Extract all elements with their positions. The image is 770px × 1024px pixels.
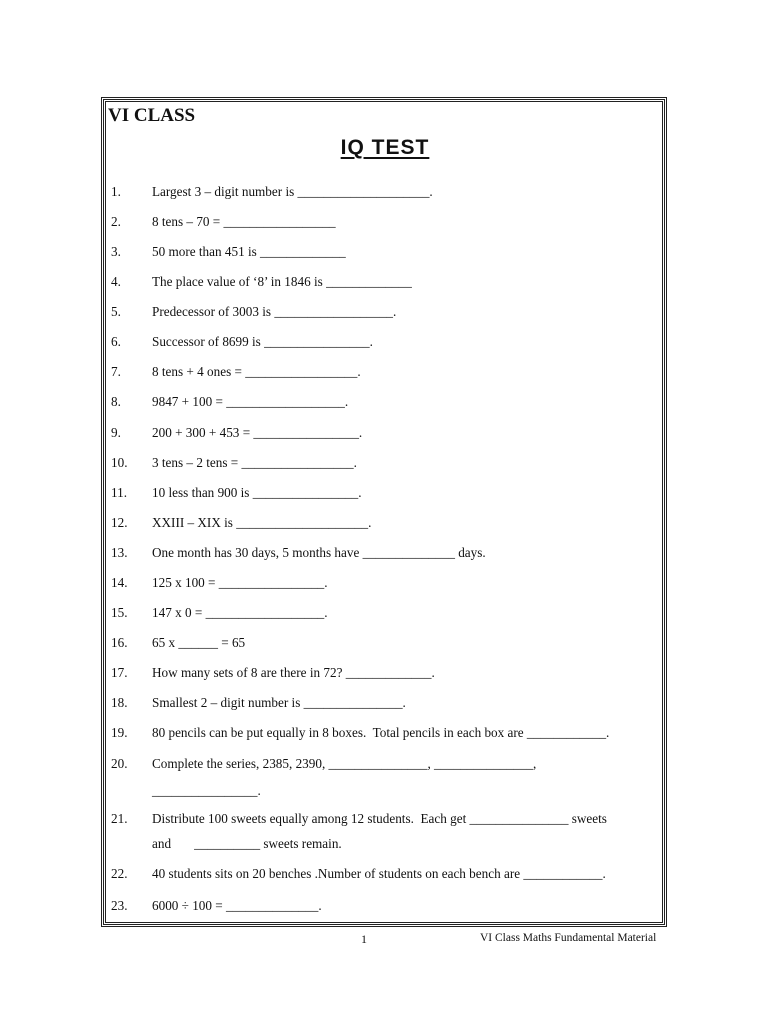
question-number: 18. xyxy=(111,695,128,710)
question-text-line2: and __________ sweets remain. xyxy=(152,836,342,851)
question-number: 20. xyxy=(111,756,128,771)
question-text-line2: ________________. xyxy=(152,783,261,798)
question-number: 2. xyxy=(111,214,121,229)
question-number: 8. xyxy=(111,394,121,409)
question-text: Largest 3 – digit number is ____________________. xyxy=(152,184,433,199)
question-number: 6. xyxy=(111,334,121,349)
question-text: Distribute 100 sweets equally among 12 students. Each get _______________ sweets xyxy=(152,811,607,826)
question-number: 19. xyxy=(111,725,128,740)
question-number: 10. xyxy=(111,455,128,470)
question-text: Smallest 2 – digit number is _______________. xyxy=(152,695,406,710)
question-text: Complete the series, 2385, 2390, _______________, _______________, xyxy=(152,756,537,771)
question-number: 9. xyxy=(111,425,121,440)
question-number: 4. xyxy=(111,274,121,289)
question-text: XXIII – XIX is ____________________. xyxy=(152,515,372,530)
question-text: 40 students sits on 20 benches .Number of students on each bench are ____________. xyxy=(152,866,606,881)
question-text: Successor of 8699 is ________________. xyxy=(152,334,373,349)
question-text: 3 tens – 2 tens = _________________. xyxy=(152,455,357,470)
question-text: 10 less than 900 is ________________. xyxy=(152,485,362,500)
question-text: 80 pencils can be put equally in 8 boxes. Total pencils in each box are ____________. xyxy=(152,725,610,740)
question-number: 11. xyxy=(111,485,127,500)
question-text: 6000 ÷ 100 = ______________. xyxy=(152,898,322,913)
test-title-text: IQ TEST xyxy=(340,136,430,159)
question-text: 200 + 300 + 453 = ________________. xyxy=(152,425,363,440)
question-number: 1. xyxy=(111,184,121,199)
question-number: 21. xyxy=(111,811,128,826)
question-number: 12. xyxy=(111,515,128,530)
question-number: 15. xyxy=(111,605,128,620)
question-number: 7. xyxy=(111,364,121,379)
question-number: 23. xyxy=(111,898,128,913)
question-number: 3. xyxy=(111,244,121,259)
question-number: 16. xyxy=(111,635,128,650)
class-title: VI CLASS xyxy=(108,105,196,126)
footer-doc-title: VI Class Maths Fundamental Material xyxy=(480,932,657,944)
question-text: 125 x 100 = ________________. xyxy=(152,575,328,590)
question-text: How many sets of 8 are there in 72? _____________. xyxy=(152,665,435,680)
question-text: 8 tens + 4 ones = _________________. xyxy=(152,364,361,379)
question-text: The place value of ‘8’ in 1846 is _____________ xyxy=(152,274,412,289)
question-text: 50 more than 451 is _____________ xyxy=(152,244,346,259)
question-text: One month has 30 days, 5 months have ______________ days. xyxy=(152,545,486,560)
question-text: 65 x ______ = 65 xyxy=(152,635,246,650)
question-number: 5. xyxy=(111,304,121,319)
question-text: 8 tens – 70 = _________________ xyxy=(152,214,336,229)
page-number: 1 xyxy=(361,932,367,946)
question-text: 147 x 0 = __________________. xyxy=(152,605,328,620)
question-number: 13. xyxy=(111,545,128,560)
question-number: 22. xyxy=(111,866,128,881)
question-text: Predecessor of 3003 is __________________. xyxy=(152,304,397,319)
question-number: 14. xyxy=(111,575,128,590)
question-number: 17. xyxy=(111,665,128,680)
test-title xyxy=(0,136,770,160)
question-text: 9847 + 100 = __________________. xyxy=(152,394,349,409)
